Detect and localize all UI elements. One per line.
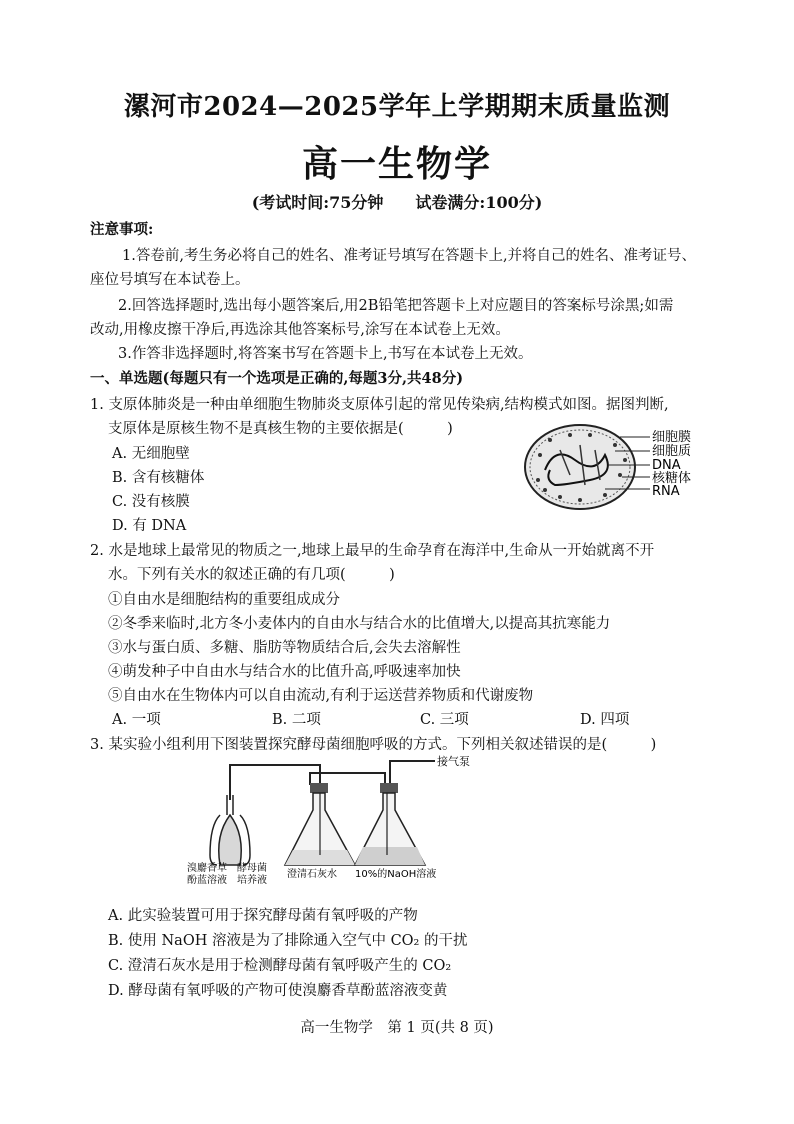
notice-item-3: 3.作答非选择题时,将答案书写在答题卡上,书写在本试卷上无效。 [118,346,533,362]
q2-option-d: D. 四项 [580,712,630,728]
label-cytoplasm: 细胞质 [652,444,692,459]
q2-statement-4: ④萌发种子中自由水与结合水的比值升高,呼吸速率加快 [108,664,461,680]
page-footer: 高一生物学 第 1 页(共 8 页) [300,1020,494,1036]
q1-option-a: A. 无细胞壁 [112,446,190,462]
label-cell-membrane: 细胞膜 [652,430,692,445]
label-ribosome: 核糖体 [652,471,692,486]
q2-statement-1: ①自由水是细胞结构的重要组成成分 [108,592,340,608]
label-yeast-2: 培养液 [237,875,267,885]
exam-info: (考试时间:75分钟 试卷满分:100分) [251,193,543,212]
q2-statement-5: ⑤自由水在生物体内可以自由流动,有利于运送营养物质和代谢废物 [108,688,534,704]
mycoplasma-diagram [520,415,740,515]
notice-item-2-line-2: 改动,用橡皮擦干净后,再选涂其他答案标号,涂写在本试卷上无效。 [90,322,510,338]
q1-stem-line-2: 支原体是原核生物不是真核生物的主要依据是( ) [108,421,453,437]
q2-statement-3: ③水与蛋白质、多糖、脂肪等物质结合后,会失去溶解性 [108,640,461,656]
section-heading: 一、单选题(每题只有一个选项是正确的,每题3分,共48分) [90,370,464,387]
q2-stem-line-2: 水。下列有关水的叙述正确的有几项( ) [108,567,395,583]
q1-option-c: C. 没有核膜 [112,494,190,510]
q3-option-b: B. 使用 NaOH 溶液是为了排除通入空气中 CO₂ 的干扰 [108,933,468,949]
q1-option-d: D. 有 DNA [112,518,187,534]
label-air-pump: 接气泵 [437,755,470,768]
notice-item-1-line-1: 1.答卷前,考生务必将自己的姓名、准考证号填写在答题卡上,并将自己的姓名、准考证号、 [122,248,697,264]
q3-option-d: D. 酵母菌有氧呼吸的产物可使溴麝香草酚蓝溶液变黄 [108,983,448,999]
q1-stem-line-1: 1. 支原体肺炎是一种由单细胞生物肺炎支原体引起的常见传染病,结构模式如图。据图判断, [90,397,669,413]
mycoplasma-cell-icon [520,415,740,515]
label-yeast-1: 酵母菌 [237,863,267,874]
label-btb-2: 酚蓝溶液 [187,875,227,885]
notice-item-1-line-2: 座位号填写在本试卷上。 [90,272,250,288]
q3-option-c: C. 澄清石灰水是用于检测酵母菌有氧呼吸产生的 CO₂ [108,958,452,974]
q2-statement-2: ②冬季来临时,北方冬小麦体内的自由水与结合水的比值增大,以提高其抗寒能力 [108,616,611,632]
q2-stem-line-1: 2. 水是地球上最常见的物质之一,地球上最早的生命孕育在海洋中,生命从一开始就离不开 [90,543,655,559]
q2-option-a: A. 一项 [112,712,161,728]
exam-title: 漯河市2024—2025学年上学期期末质量监测 [123,92,671,122]
q2-option-b: B. 二项 [272,712,321,728]
label-btb-1: 溴麝香草 [187,863,227,874]
apparatus-icon [185,755,495,885]
q2-option-c: C. 三项 [420,712,469,728]
notice-heading: 注意事项: [90,221,154,238]
label-limewater: 澄清石灰水 [287,869,337,880]
label-dna: DNA [652,458,681,473]
q1-option-b: B. 含有核糖体 [112,470,205,486]
label-rna: RNA [652,484,680,499]
notice-item-2-line-1: 2.回答选择题时,选出每小题答案后,用2B铅笔把答题卡上对应题目的答案标号涂黑;如需 [118,298,674,314]
yeast-respiration-apparatus [185,755,495,885]
q3-stem-line-1: 3. 某实验小组利用下图装置探究酵母菌细胞呼吸的方式。下列相关叙述错误的是( ) [90,737,657,753]
q3-option-a: A. 此实验装置可用于探究酵母菌有氧呼吸的产物 [108,908,418,924]
label-naoh: 10%的NaOH溶液 [355,869,437,880]
subject-title: 高一生物学 [301,143,492,185]
